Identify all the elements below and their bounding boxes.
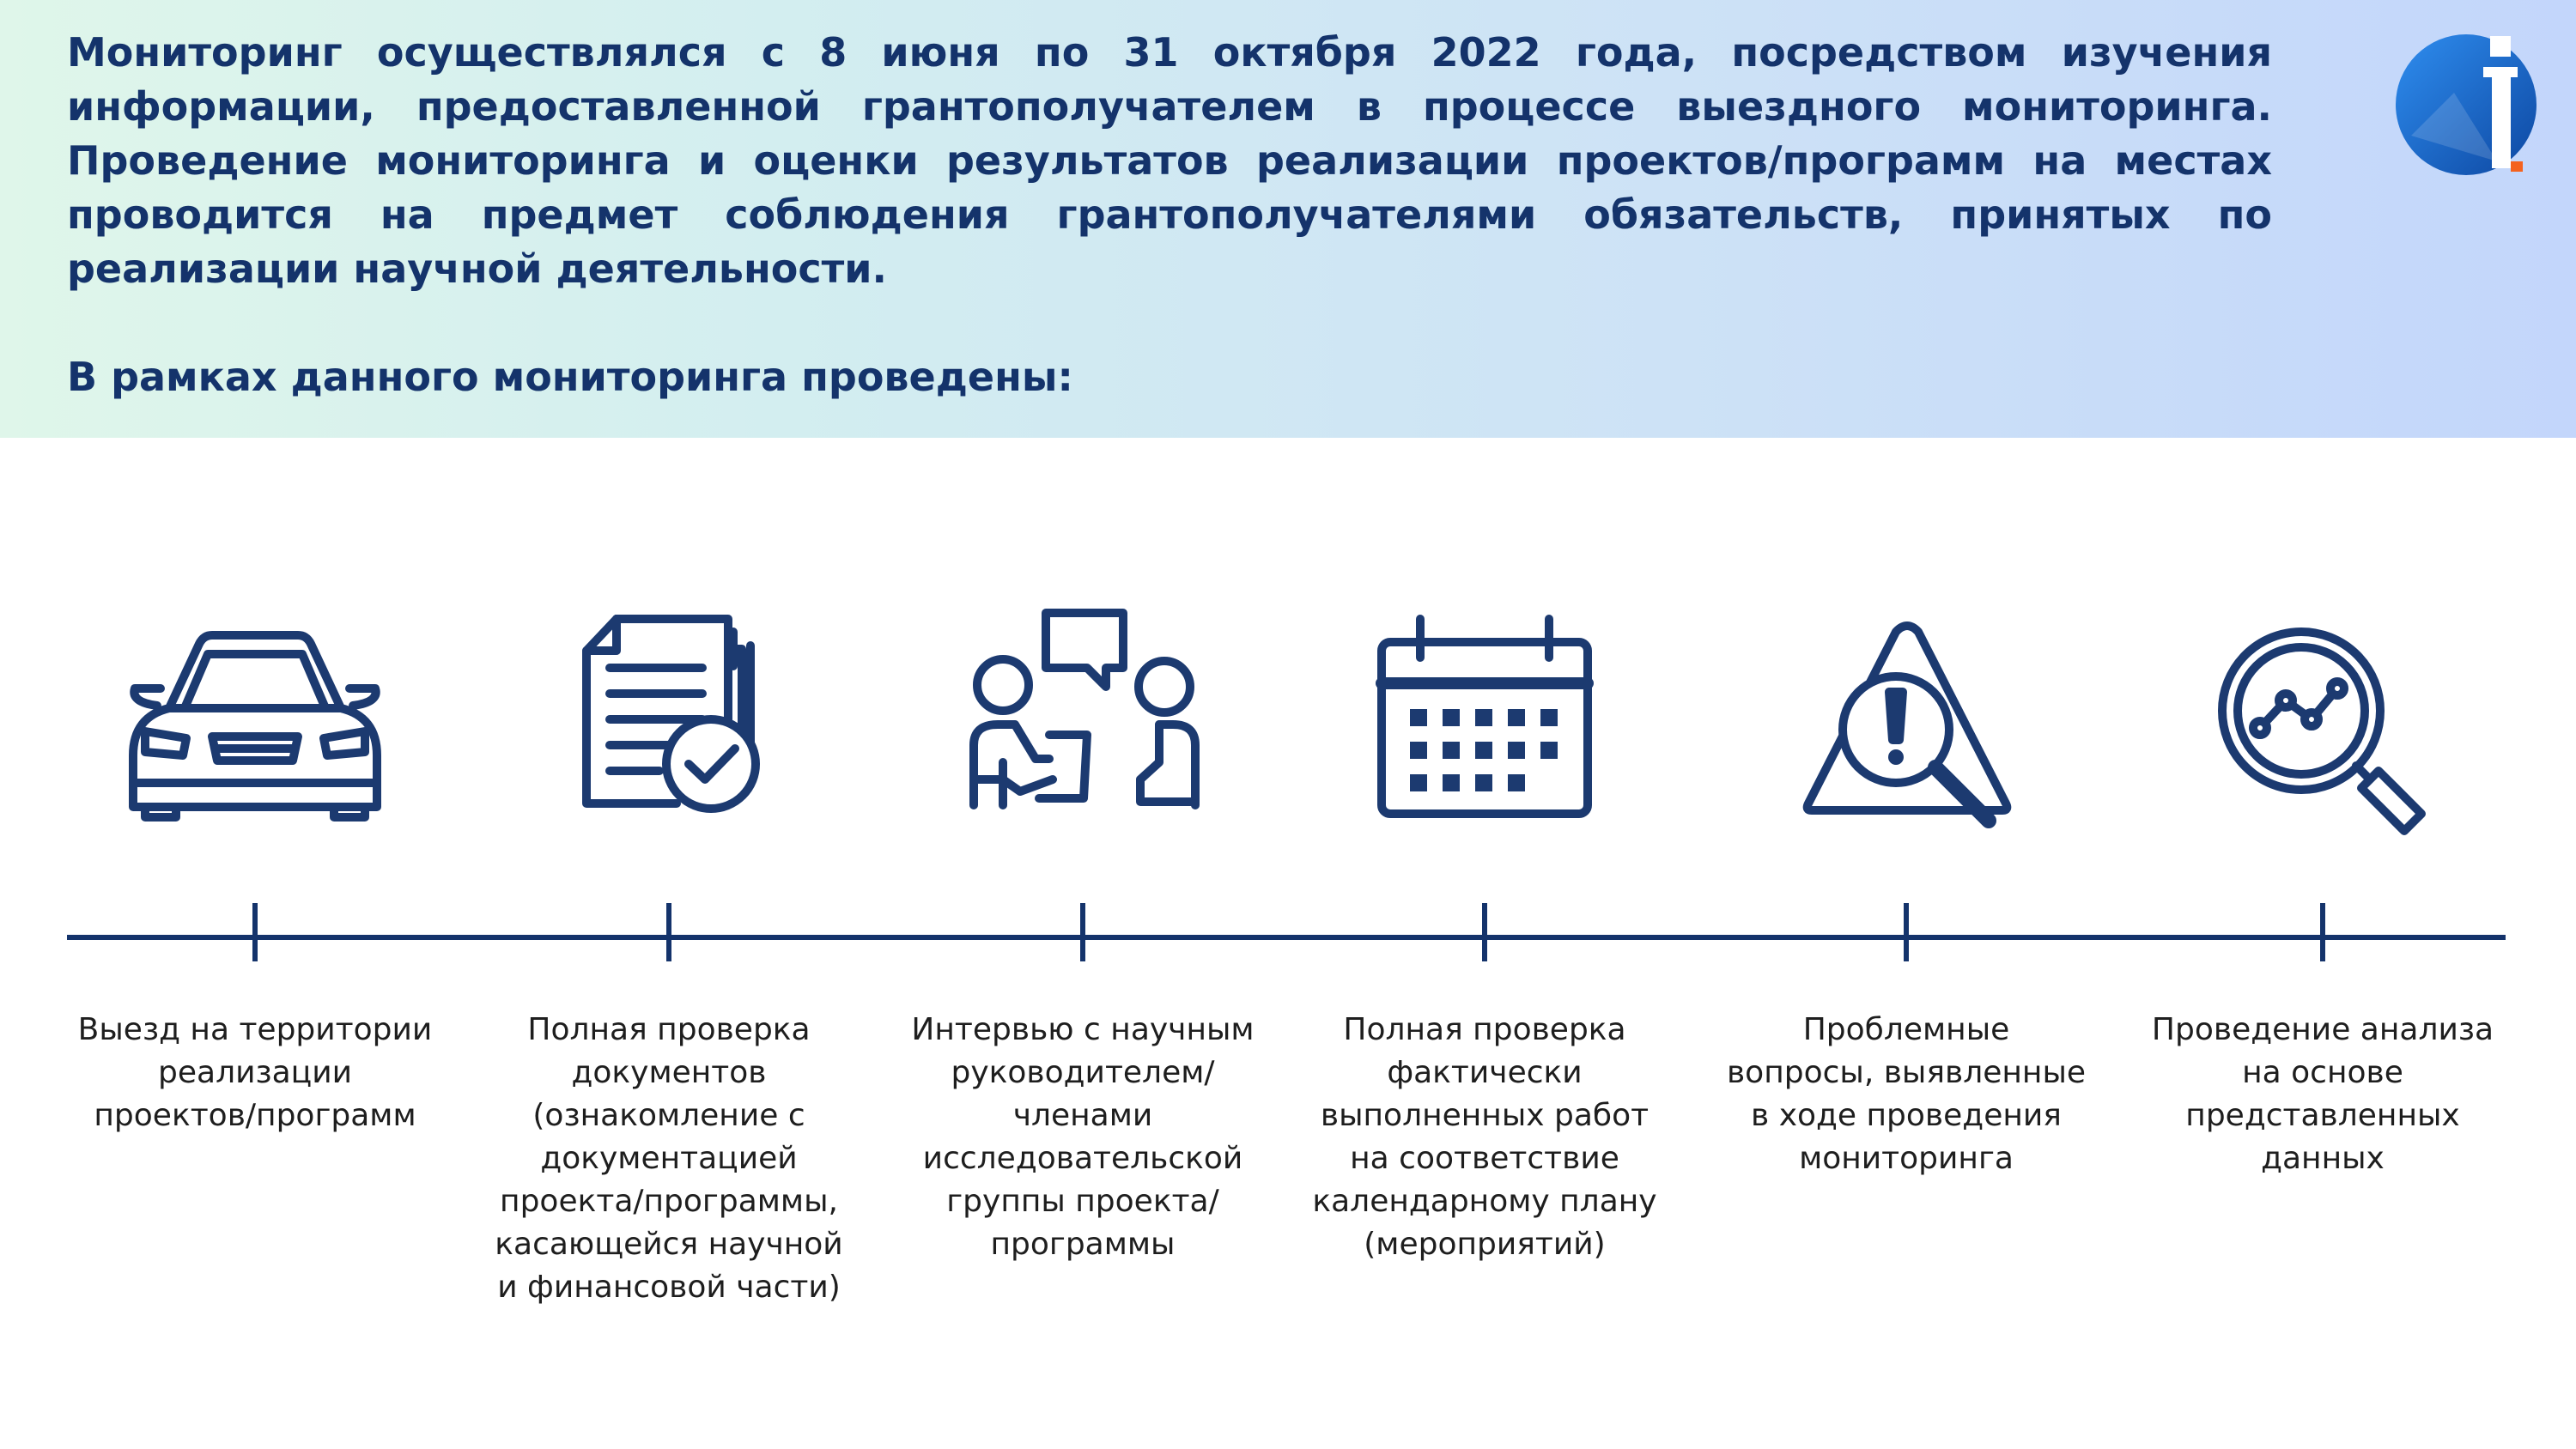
step-label-interview: Интервью с научным руководителем/ членами исследовательской группы проекта/ программы (911, 1012, 1255, 1262)
logo-icon (2394, 33, 2538, 177)
step-label-document-check: Полная проверка документов (ознакомление с документацией проекта/программы, касающейся научной и финансовой части) (495, 1012, 843, 1305)
calendar-icon (1377, 615, 1592, 821)
analytics-magnifier-icon (2215, 625, 2430, 831)
documents-check-icon (582, 615, 771, 812)
section-subheading: В рамках данного мониторинга проведены: (67, 354, 1073, 400)
step-label-problems: Проблемные вопросы, выявленные в ходе проведения мониторинга (1726, 1012, 2087, 1176)
intro-paragraph: Мониторинг осуществлялся с 8 июня по 31 октября 2022 года, посредством изучения информации, предоставленной грантополучателем в процессе выездного мониторинга. Проведение мониторинга и оценки результатов реализации проектов/программ на местах проводится на предмет соблюдения грантополучателями обязательств, принятых по реализации научной деятельности. (67, 29, 2272, 292)
step-label-work-check: Полная проверка фактически выполненных работ на соответствие календарному плану (мероприятий) (1312, 1012, 1657, 1262)
step-label-analysis: Проведение анализа на основе представленных данных (2151, 1012, 2494, 1176)
interview-icon (969, 608, 1200, 814)
warning-magnifier-icon (1800, 620, 2014, 843)
step-label-site-visit: Выезд на территории реализации проектов/программ (77, 1012, 433, 1133)
header-banner (0, 0, 2576, 438)
car-icon (126, 627, 384, 824)
